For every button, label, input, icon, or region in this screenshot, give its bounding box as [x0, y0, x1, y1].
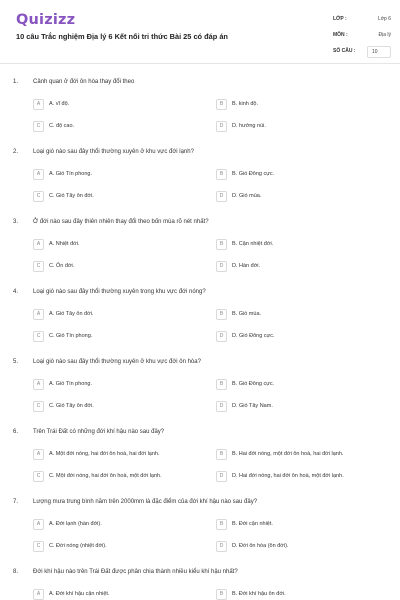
option-b[interactable]	[216, 98, 258, 110]
question-number: 6.	[13, 429, 19, 435]
option-a[interactable]	[33, 588, 109, 600]
option-text: D. Hai đới nóng, hai đới ôn hoà, một đới lạnh.	[232, 473, 344, 479]
option-text: B. kinh độ.	[232, 101, 258, 107]
option-text: C. Gió Tây ôn đới.	[49, 193, 94, 199]
option-letter-box: B	[216, 449, 227, 460]
question-number: 4.	[13, 289, 19, 295]
option-text: B. Gió Đông cực.	[232, 171, 275, 177]
option-letter-box: D	[216, 261, 227, 272]
option-a[interactable]	[33, 378, 92, 390]
option-b[interactable]	[216, 588, 286, 600]
option-text: A. Đới lạnh (hàn đới).	[49, 521, 102, 527]
option-letter-box: A	[33, 519, 44, 530]
question-text: Trên Trái Đất có những đới khí hậu nào sau đây?	[33, 429, 165, 435]
option-d[interactable]	[216, 470, 344, 482]
option-letter-box: A	[33, 169, 44, 180]
option-a[interactable]	[33, 518, 102, 530]
option-letter-box: D	[216, 121, 227, 132]
question-text: Cảnh quan ở đới ôn hòa thay đổi theo	[33, 79, 135, 85]
option-letter-box: C	[33, 541, 44, 552]
option-text: A. vĩ độ.	[49, 101, 70, 107]
option-text: D. Gió mùa.	[232, 193, 262, 199]
option-a[interactable]	[33, 308, 93, 320]
option-b[interactable]	[216, 378, 274, 390]
option-text: C. Một đới nóng, hai đới ôn hoà, một đới lạnh.	[49, 473, 162, 479]
option-text: D. Gió Đông cực.	[232, 333, 275, 339]
option-letter-box: C	[33, 401, 44, 412]
question-number: 1.	[13, 79, 19, 85]
option-letter-box: D	[216, 401, 227, 412]
option-letter-box: B	[216, 169, 227, 180]
option-letter-box: C	[33, 261, 44, 272]
option-letter-box: B	[216, 589, 227, 600]
question-number: 5.	[13, 359, 19, 365]
option-letter-box: D	[216, 191, 227, 202]
question-text: Loại gió nào sau đây thổi thường xuyên trong khu vực đới nóng?	[33, 289, 206, 295]
meta-grade-value: Lớp 6	[377, 16, 391, 22]
option-d[interactable]	[216, 120, 266, 132]
option-text: B. Cận nhiệt đới.	[232, 241, 274, 247]
meta-subject	[333, 30, 391, 46]
option-text: C. Gió Tín phong.	[49, 333, 93, 339]
option-letter-box: A	[33, 589, 44, 600]
option-c[interactable]	[33, 540, 107, 552]
option-c[interactable]	[33, 190, 94, 202]
option-d[interactable]	[216, 330, 275, 342]
option-d[interactable]	[216, 400, 273, 412]
option-b[interactable]	[216, 308, 261, 320]
option-text: D. Đới ôn hòa (ôn đới).	[232, 543, 289, 549]
option-text: A. Gió Tây ôn đới.	[49, 311, 94, 317]
option-letter-box: A	[33, 449, 44, 460]
option-letter-box: B	[216, 519, 227, 530]
option-letter-box: B	[216, 239, 227, 250]
option-a[interactable]	[33, 168, 92, 180]
option-letter-box: D	[216, 331, 227, 342]
question-number: 8.	[13, 569, 19, 575]
question-text: Loại gió nào sau đây thổi thường xuyên ở khu vực đới lạnh?	[33, 149, 194, 155]
meta-subject-value: Địa lý	[378, 32, 391, 38]
option-d[interactable]	[216, 260, 260, 272]
option-letter-box: C	[33, 331, 44, 342]
option-letter-box: A	[33, 239, 44, 250]
question-text: Loại gió nào sau đây thổi thường xuyên ở khu vực đới ôn hòa?	[33, 359, 201, 365]
option-text: D. Gió Tây Nam.	[232, 403, 273, 409]
quiz-header	[0, 0, 400, 64]
question-text: Đới khí hậu nào trên Trái Đất được phân chia thành nhiều kiểu khí hậu nhất?	[33, 569, 238, 575]
option-c[interactable]	[33, 400, 94, 412]
option-text: D. Hàn đới.	[232, 263, 261, 269]
option-a[interactable]	[33, 448, 160, 460]
question-number: 3.	[13, 219, 19, 225]
option-text: A. Nhiệt đới.	[49, 241, 80, 247]
option-text: D. hướng núi.	[232, 123, 266, 129]
option-text: A. Gió Tín phong.	[49, 171, 93, 177]
option-text: B. Hai đới nóng, một đới ôn hoà, hai đới lạnh.	[232, 451, 344, 457]
option-text: A. Gió Tín phong.	[49, 381, 93, 387]
option-text: C. Gió Tây ôn đới.	[49, 403, 94, 409]
meta-count	[333, 46, 391, 62]
meta-grade-label: LỚP :	[333, 16, 347, 22]
option-d[interactable]	[216, 190, 261, 202]
option-text: B. Gió Đông cực.	[232, 381, 275, 387]
option-letter-box: D	[216, 471, 227, 482]
option-c[interactable]	[33, 470, 162, 482]
option-letter-box: A	[33, 309, 44, 320]
option-c[interactable]	[33, 120, 74, 132]
option-b[interactable]	[216, 518, 273, 530]
meta-subject-label: MÔN :	[333, 32, 348, 38]
option-text: B. Đới cận nhiệt.	[232, 521, 273, 527]
question-number: 7.	[13, 499, 19, 505]
option-a[interactable]	[33, 98, 69, 110]
option-c[interactable]	[33, 330, 92, 342]
meta-count-label: SỐ CÂU :	[333, 48, 356, 54]
meta-grade	[333, 14, 391, 30]
option-letter-box: A	[33, 379, 44, 390]
option-text: C. độ cao.	[49, 123, 75, 129]
option-letter-box: B	[216, 309, 227, 320]
option-letter-box: C	[33, 471, 44, 482]
option-b[interactable]	[216, 448, 343, 460]
option-letter-box: D	[216, 541, 227, 552]
question-text: Lượng mưa trung bình năm trên 2000mm là đặc điểm của đới khí hậu nào sau đây?	[33, 499, 258, 505]
option-a[interactable]	[33, 238, 80, 250]
option-letter-box: C	[33, 121, 44, 132]
option-text: B. Đới khí hậu ôn đới.	[232, 591, 286, 597]
option-c[interactable]	[33, 260, 74, 272]
option-b[interactable]	[216, 238, 273, 250]
option-b[interactable]	[216, 168, 274, 180]
option-letter-box: B	[216, 379, 227, 390]
option-text: C. Đới nóng (nhiệt đới).	[49, 543, 107, 549]
option-text: B. Gió mùa.	[232, 311, 262, 317]
logo-text: Quizizz	[16, 12, 76, 28]
option-text: A. Một đới nóng, hai đới ôn hoà, hai đới lạnh.	[49, 451, 160, 457]
quiz-meta	[333, 14, 391, 62]
option-letter-box: B	[216, 99, 227, 110]
meta-count-value: 10	[367, 46, 391, 58]
option-d[interactable]	[216, 540, 288, 552]
quiz-title: 10 câu Trắc nghiệm Địa lý 6 Kết nối tri thức Bài 25 có đáp án	[16, 32, 228, 41]
option-letter-box: C	[33, 191, 44, 202]
option-letter-box: A	[33, 99, 44, 110]
question-text: Ở đới nào sau đây thiên nhiên thay đổi theo bốn mùa rõ nét nhất?	[33, 219, 209, 225]
option-text: C. Ôn đới.	[49, 263, 75, 269]
quizizz-logo[interactable]	[16, 12, 75, 28]
question-number: 2.	[13, 149, 19, 155]
option-text: A. Đới khí hậu cận nhiệt.	[49, 591, 110, 597]
